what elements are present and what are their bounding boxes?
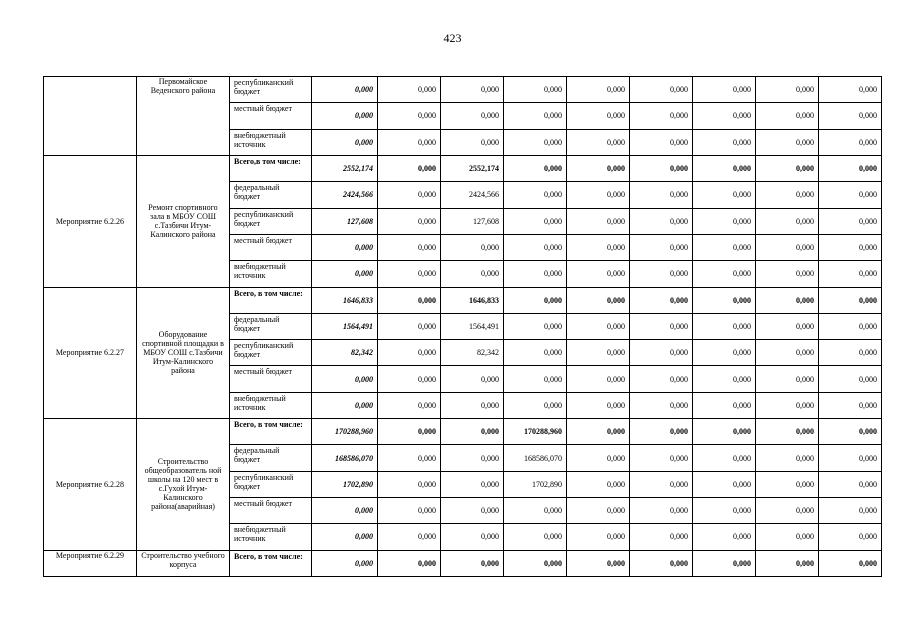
year-amount-cell: 0,000: [693, 103, 756, 129]
funding-source-cell: республиканский бюджет: [230, 208, 312, 234]
year-amount-cell: 0,000: [756, 77, 819, 103]
year-amount-cell: 0,000: [693, 234, 756, 260]
year-amount-cell: 0,000: [693, 77, 756, 103]
year-amount-cell: 0,000: [693, 340, 756, 366]
year-amount-cell: 0,000: [630, 77, 693, 103]
year-amount-cell: 0,000: [630, 392, 693, 418]
year-amount-cell: 0,000: [567, 340, 630, 366]
year-amount-cell: 0,000: [819, 155, 882, 181]
year-amount-cell: 82,342: [441, 340, 504, 366]
year-amount-cell: 0,000: [504, 155, 567, 181]
funding-source-cell: внебюджетный источник: [230, 524, 312, 550]
year-amount-cell: 0,000: [756, 129, 819, 155]
year-amount-cell: 0,000: [567, 155, 630, 181]
year-amount-cell: 0,000: [567, 208, 630, 234]
year-amount-cell: 0,000: [630, 182, 693, 208]
year-amount-cell: 0,000: [756, 550, 819, 576]
year-amount-cell: 0,000: [756, 498, 819, 524]
year-amount-cell: 0,000: [693, 182, 756, 208]
year-amount-cell: 0,000: [567, 524, 630, 550]
total-amount-cell: 0,000: [312, 366, 378, 392]
total-amount-cell: 0,000: [312, 234, 378, 260]
year-amount-cell: 0,000: [567, 234, 630, 260]
table-total-row: [44, 550, 882, 576]
page-number: 423: [443, 31, 462, 45]
funding-source-cell: местный бюджет: [230, 498, 312, 524]
year-amount-cell: 0,000: [504, 234, 567, 260]
funding-source-cell: Всего, в том числе:: [230, 550, 312, 576]
year-amount-cell: 0,000: [819, 419, 882, 445]
year-amount-cell: 0,000: [630, 313, 693, 339]
year-amount-cell: 1702,890: [504, 471, 567, 497]
year-amount-cell: 0,000: [504, 182, 567, 208]
year-amount-cell: 0,000: [567, 77, 630, 103]
funding-source-cell: Всего, в том числе:: [230, 287, 312, 313]
year-amount-cell: 0,000: [630, 129, 693, 155]
measure-code-cell: Мероприятие 6.2.26: [44, 155, 137, 287]
funding-source-cell: Всего,в том числе:: [230, 155, 312, 181]
year-amount-cell: 0,000: [819, 261, 882, 287]
year-amount-cell: 0,000: [756, 155, 819, 181]
measure-code-cell: Мероприятие 6.2.27: [44, 287, 137, 419]
year-amount-cell: 0,000: [378, 261, 441, 287]
year-amount-cell: 0,000: [567, 445, 630, 471]
total-amount-cell: 0,000: [312, 77, 378, 103]
year-amount-cell: 0,000: [693, 392, 756, 418]
year-amount-cell: 0,000: [756, 340, 819, 366]
year-amount-cell: 1646,833: [441, 287, 504, 313]
year-amount-cell: 0,000: [630, 287, 693, 313]
year-amount-cell: 0,000: [630, 155, 693, 181]
year-amount-cell: 0,000: [819, 471, 882, 497]
funding-source-cell: федеральный бюджет: [230, 313, 312, 339]
year-amount-cell: 0,000: [819, 103, 882, 129]
year-amount-cell: 0,000: [819, 129, 882, 155]
year-amount-cell: 0,000: [630, 445, 693, 471]
funding-source-cell: внебюджетный источник: [230, 392, 312, 418]
year-amount-cell: 0,000: [504, 313, 567, 339]
year-amount-cell: 0,000: [756, 103, 819, 129]
year-amount-cell: 0,000: [630, 498, 693, 524]
year-amount-cell: 0,000: [819, 287, 882, 313]
year-amount-cell: 0,000: [504, 261, 567, 287]
year-amount-cell: 0,000: [378, 471, 441, 497]
year-amount-cell: 0,000: [756, 208, 819, 234]
year-amount-cell: 0,000: [756, 261, 819, 287]
year-amount-cell: 0,000: [441, 77, 504, 103]
year-amount-cell: 0,000: [504, 498, 567, 524]
year-amount-cell: 0,000: [504, 340, 567, 366]
year-amount-cell: 0,000: [756, 287, 819, 313]
year-amount-cell: 0,000: [504, 392, 567, 418]
table-total-row: [44, 419, 882, 445]
year-amount-cell: 0,000: [630, 208, 693, 234]
year-amount-cell: 0,000: [567, 129, 630, 155]
year-amount-cell: 0,000: [567, 261, 630, 287]
funding-source-cell: местный бюджет: [230, 366, 312, 392]
year-amount-cell: 0,000: [756, 524, 819, 550]
year-amount-cell: 0,000: [693, 313, 756, 339]
funding-source-cell: федеральный бюджет: [230, 445, 312, 471]
year-amount-cell: 0,000: [567, 498, 630, 524]
funding-source-cell: федеральный бюджет: [230, 182, 312, 208]
year-amount-cell: 0,000: [567, 550, 630, 576]
year-amount-cell: 0,000: [441, 366, 504, 392]
year-amount-cell: 0,000: [819, 208, 882, 234]
funding-source-cell: республиканский бюджет: [230, 340, 312, 366]
year-amount-cell: 0,000: [504, 287, 567, 313]
year-amount-cell: 0,000: [693, 366, 756, 392]
year-amount-cell: 168586,070: [504, 445, 567, 471]
year-amount-cell: 0,000: [441, 550, 504, 576]
year-amount-cell: 0,000: [630, 471, 693, 497]
year-amount-cell: 0,000: [567, 103, 630, 129]
year-amount-cell: 0,000: [693, 419, 756, 445]
table-total-row: [44, 155, 882, 181]
year-amount-cell: 0,000: [693, 524, 756, 550]
measure-name-cell: Первомайское Веденского района: [137, 77, 230, 156]
year-amount-cell: 0,000: [504, 103, 567, 129]
year-amount-cell: 0,000: [378, 155, 441, 181]
year-amount-cell: 0,000: [693, 155, 756, 181]
table-row: [44, 77, 882, 103]
year-amount-cell: 0,000: [756, 366, 819, 392]
year-amount-cell: 0,000: [693, 471, 756, 497]
year-amount-cell: 2552,174: [441, 155, 504, 181]
measure-code-cell: Мероприятие 6.2.28: [44, 419, 137, 551]
funding-source-cell: республиканский бюджет: [230, 471, 312, 497]
total-amount-cell: 127,608: [312, 208, 378, 234]
funding-source-cell: республиканский бюджет: [230, 77, 312, 103]
year-amount-cell: 1564,491: [441, 313, 504, 339]
year-amount-cell: 0,000: [441, 445, 504, 471]
funding-source-cell: местный бюджет: [230, 234, 312, 260]
year-amount-cell: 0,000: [504, 550, 567, 576]
year-amount-cell: 0,000: [441, 419, 504, 445]
year-amount-cell: 0,000: [819, 445, 882, 471]
year-amount-cell: 0,000: [630, 524, 693, 550]
year-amount-cell: 0,000: [756, 392, 819, 418]
funding-source-cell: внебюджетный источник: [230, 261, 312, 287]
year-amount-cell: 0,000: [567, 392, 630, 418]
year-amount-cell: 0,000: [567, 313, 630, 339]
year-amount-cell: 0,000: [819, 524, 882, 550]
year-amount-cell: 0,000: [819, 234, 882, 260]
year-amount-cell: 0,000: [630, 340, 693, 366]
year-amount-cell: 0,000: [441, 234, 504, 260]
year-amount-cell: 0,000: [441, 498, 504, 524]
year-amount-cell: 0,000: [378, 208, 441, 234]
year-amount-cell: 0,000: [441, 392, 504, 418]
total-amount-cell: 2424,566: [312, 182, 378, 208]
year-amount-cell: 0,000: [378, 445, 441, 471]
year-amount-cell: 0,000: [693, 261, 756, 287]
year-amount-cell: 0,000: [756, 234, 819, 260]
year-amount-cell: 0,000: [693, 498, 756, 524]
year-amount-cell: 0,000: [378, 392, 441, 418]
year-amount-cell: 0,000: [378, 419, 441, 445]
year-amount-cell: 0,000: [693, 287, 756, 313]
year-amount-cell: 0,000: [756, 471, 819, 497]
year-amount-cell: 0,000: [756, 313, 819, 339]
measure-name-cell: Строительство общеобразователь ной школы на 120 мест в с.Гухой Итум-Калинского района(аварийная): [137, 419, 230, 551]
year-amount-cell: 0,000: [567, 366, 630, 392]
budget-table: [43, 76, 882, 577]
year-amount-cell: 0,000: [567, 182, 630, 208]
year-amount-cell: 0,000: [819, 392, 882, 418]
total-amount-cell: 170288,960: [312, 419, 378, 445]
year-amount-cell: 0,000: [504, 208, 567, 234]
total-amount-cell: 0,000: [312, 550, 378, 576]
total-amount-cell: 0,000: [312, 524, 378, 550]
year-amount-cell: 0,000: [819, 182, 882, 208]
total-amount-cell: 1646,833: [312, 287, 378, 313]
total-amount-cell: 82,342: [312, 340, 378, 366]
year-amount-cell: 0,000: [693, 129, 756, 155]
table-total-row: [44, 287, 882, 313]
total-amount-cell: 1564,491: [312, 313, 378, 339]
year-amount-cell: 0,000: [819, 498, 882, 524]
year-amount-cell: 0,000: [378, 550, 441, 576]
year-amount-cell: 0,000: [630, 103, 693, 129]
year-amount-cell: 0,000: [630, 261, 693, 287]
measure-name-cell: Ремонт спортивного зала в МБОУ СОШ с.Тазбичи Итум-Калинского района: [137, 155, 230, 287]
year-amount-cell: 0,000: [819, 340, 882, 366]
year-amount-cell: 0,000: [441, 471, 504, 497]
year-amount-cell: 0,000: [630, 234, 693, 260]
total-amount-cell: 1702,890: [312, 471, 378, 497]
year-amount-cell: 0,000: [378, 182, 441, 208]
year-amount-cell: 0,000: [378, 313, 441, 339]
total-amount-cell: 0,000: [312, 392, 378, 418]
year-amount-cell: 0,000: [567, 287, 630, 313]
year-amount-cell: 0,000: [693, 550, 756, 576]
year-amount-cell: 0,000: [630, 366, 693, 392]
total-amount-cell: 168586,070: [312, 445, 378, 471]
measure-code-cell: [44, 77, 137, 156]
year-amount-cell: 0,000: [378, 103, 441, 129]
funding-source-cell: Всего, в том числе:: [230, 419, 312, 445]
year-amount-cell: 0,000: [441, 261, 504, 287]
year-amount-cell: 0,000: [567, 471, 630, 497]
measure-code-cell: Мероприятие 6.2.29: [44, 550, 137, 576]
year-amount-cell: 0,000: [378, 234, 441, 260]
year-amount-cell: 170288,960: [504, 419, 567, 445]
year-amount-cell: 0,000: [693, 445, 756, 471]
year-amount-cell: 0,000: [756, 419, 819, 445]
funding-source-cell: местный бюджет: [230, 103, 312, 129]
year-amount-cell: 0,000: [378, 340, 441, 366]
measure-name-cell: Строительство учебного корпуса: [137, 550, 230, 576]
year-amount-cell: 0,000: [504, 524, 567, 550]
year-amount-cell: 0,000: [378, 129, 441, 155]
year-amount-cell: 0,000: [693, 208, 756, 234]
year-amount-cell: 0,000: [819, 366, 882, 392]
year-amount-cell: 0,000: [819, 313, 882, 339]
year-amount-cell: 0,000: [630, 419, 693, 445]
measure-name-cell: Оборудование спортивной площадки в МБОУ СОШ с.Тазбичи Итум-Калинского района: [137, 287, 230, 419]
total-amount-cell: 0,000: [312, 103, 378, 129]
year-amount-cell: 0,000: [756, 182, 819, 208]
year-amount-cell: 0,000: [441, 524, 504, 550]
funding-source-cell: внебюджетный источник: [230, 129, 312, 155]
year-amount-cell: 0,000: [441, 103, 504, 129]
year-amount-cell: 0,000: [756, 445, 819, 471]
year-amount-cell: 0,000: [819, 550, 882, 576]
year-amount-cell: 0,000: [378, 498, 441, 524]
year-amount-cell: 0,000: [378, 77, 441, 103]
total-amount-cell: 0,000: [312, 261, 378, 287]
year-amount-cell: 127,608: [441, 208, 504, 234]
year-amount-cell: 0,000: [378, 524, 441, 550]
total-amount-cell: 2552,174: [312, 155, 378, 181]
year-amount-cell: 0,000: [504, 77, 567, 103]
year-amount-cell: 2424,566: [441, 182, 504, 208]
year-amount-cell: 0,000: [441, 129, 504, 155]
year-amount-cell: 0,000: [504, 366, 567, 392]
year-amount-cell: 0,000: [378, 366, 441, 392]
total-amount-cell: 0,000: [312, 129, 378, 155]
year-amount-cell: 0,000: [819, 77, 882, 103]
total-amount-cell: 0,000: [312, 498, 378, 524]
year-amount-cell: 0,000: [504, 129, 567, 155]
year-amount-cell: 0,000: [567, 419, 630, 445]
year-amount-cell: 0,000: [378, 287, 441, 313]
year-amount-cell: 0,000: [630, 550, 693, 576]
